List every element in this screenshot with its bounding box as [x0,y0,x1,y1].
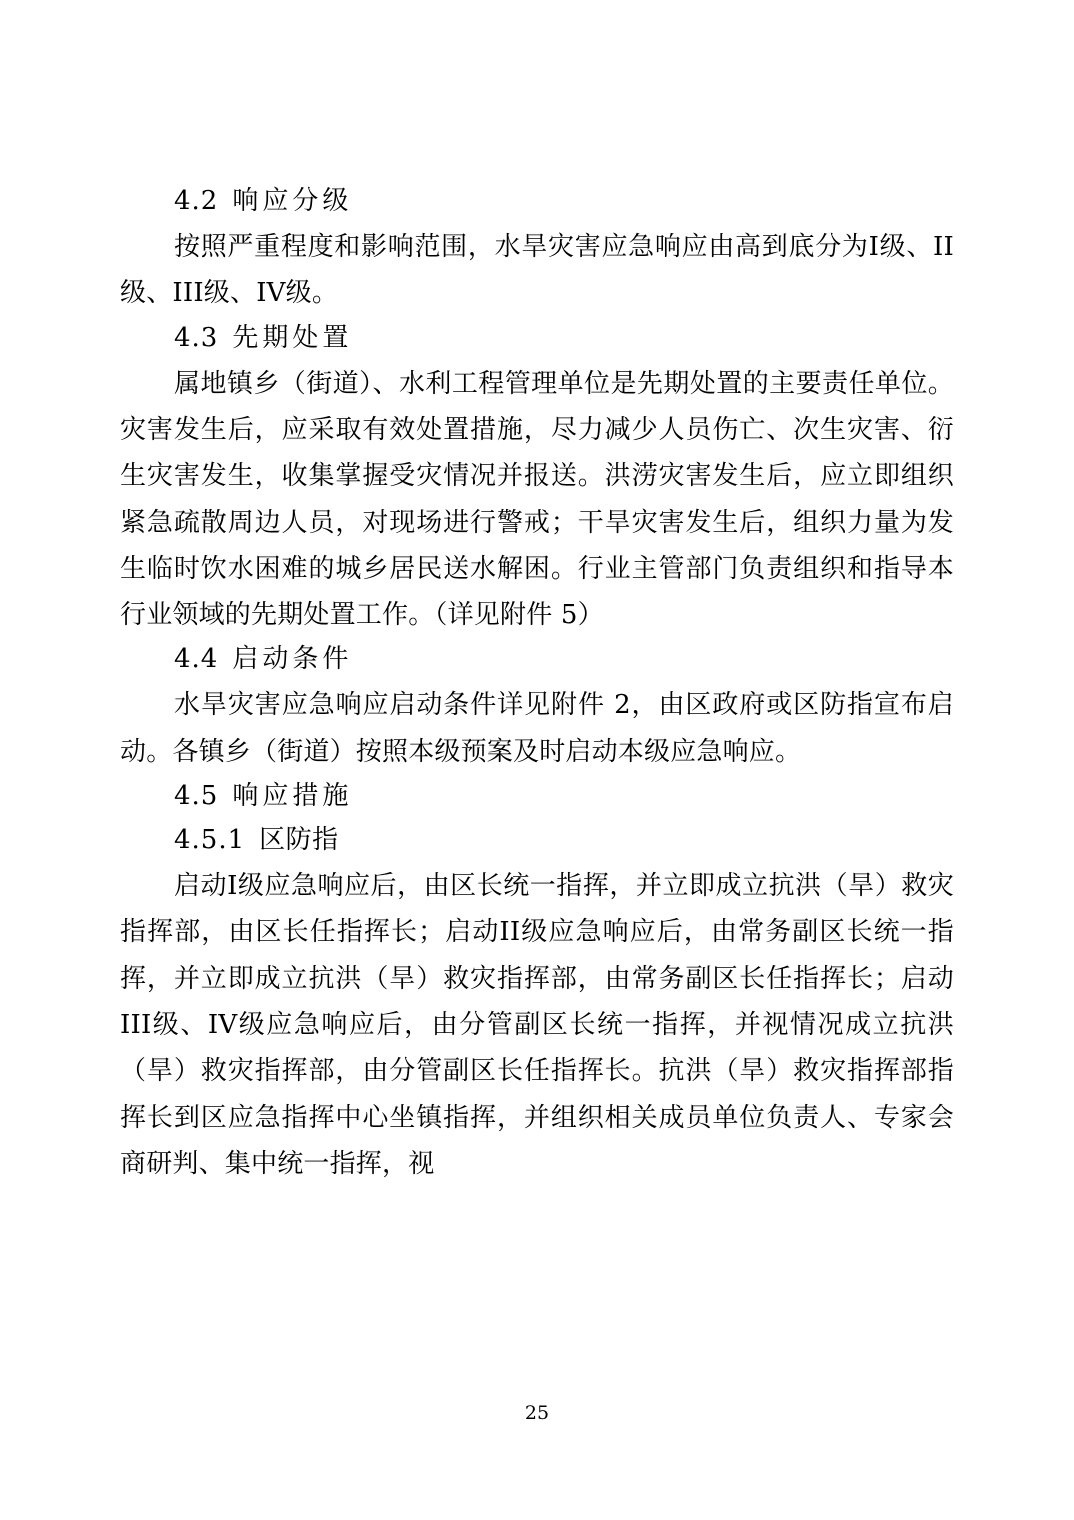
section-title: 先期处置 [232,322,353,353]
section-number: 4.4 [174,644,219,675]
paragraph-preliminary-handling: 属地镇乡（街道）、水利工程管理单位是先期处置的主要责任单位。灾害发生后，应采取有效处置措施，尽力减少人员伤亡、次生灾害、衍生灾害发生，收集掌握受灾情况并报送。洪涝灾害发生后，应立即组织紧急疏散周边人员，对现场进行警戒；干旱灾害发生后，组织力量为发生临时饮水困难的城乡居民送水解困。行业主管部门负责组织和指导本行业领域的先期处置工作。（详见附件 5） [120,368,954,631]
paragraph-response-levels: 按照严重程度和影响范围，水旱灾害应急响应由高到底分为I级、II级、III级、IV级。 [120,232,954,309]
section-heading-4-4 [120,638,954,680]
section-heading-4-2 [120,180,954,222]
paragraph-district-command: 启动I级应急响应后，由区长统一指挥，并立即成立抗洪（旱）救灾指挥部，由区长任指挥长；启动II级应急响应后，由常务副区长统一指挥，并立即成立抗洪（旱）救灾指挥部，由常务副区长任指挥长；启动III级、IV级应急响应后，由分管副区长统一指挥，并视情况成立抗洪（旱）救灾指挥部，由分管副区长任指挥长。抗洪（旱）救灾指挥部指挥长到区应急指挥中心坐镇指挥，并组织相关成员单位负责人、专家会商研判、集中统一指挥，视 [120,871,954,1179]
section-number: 4.5.1 [174,825,246,856]
section-heading-4-3 [120,317,954,359]
section-number: 4.3 [174,322,219,353]
section-title: 区防指 [259,825,339,856]
section-number: 4.2 [174,186,219,216]
section-title: 启动条件 [232,644,353,675]
page-number: 25 [524,1402,550,1424]
section-heading-4-5 [120,775,954,817]
document-body [120,180,954,1187]
section-title: 响应分级 [232,186,353,216]
section-heading-4-5-1 [120,819,954,861]
section-number: 4.5 [174,780,219,811]
section-title: 响应措施 [232,780,353,811]
paragraph-activation-conditions: 水旱灾害应急响应启动条件详见附件 2，由区政府或区防指宣布启动。各镇乡（街道）按照本级预案及时启动本级应急响应。 [120,690,954,767]
